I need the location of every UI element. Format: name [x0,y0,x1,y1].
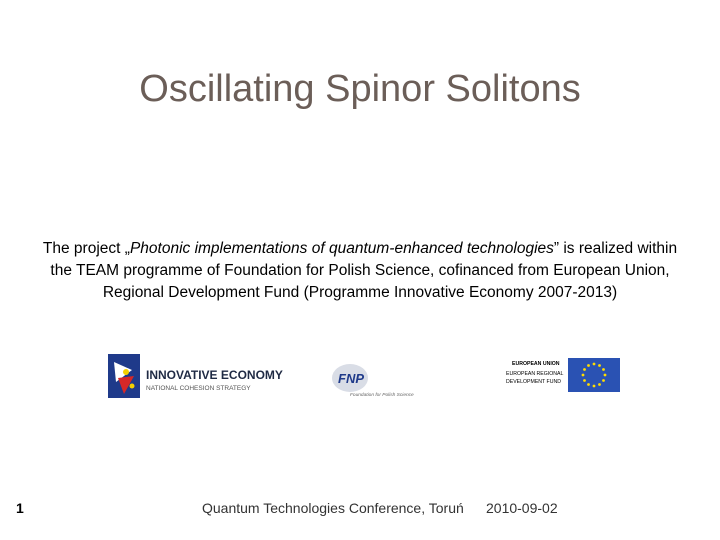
ie-logo-name: INNOVATIVE ECONOMY [146,368,283,382]
footer-date: 2010-09-02 [486,500,558,516]
description-rest: ” is realized within the TEAM programme of Foundation for Polish Science, cofinanced from European Union, Regional Development Fund (Programme Innovative Economy 2007-2013) [50,240,678,301]
project-name: Photonic implementations of quantum-enhanced technologies [129,240,554,257]
ie-logo-subtitle: NATIONAL COHESION STRATEGY [146,385,251,392]
project-description [40,238,680,304]
eu-regional-fund-logo [504,356,624,396]
eu-logo-line3: DEVELOPMENT FUND [506,379,561,385]
description-prefix: The project „ [42,240,130,257]
fnp-logo [330,358,430,400]
sponsor-logos [0,352,720,402]
slide-title: Oscillating Spinor Solitons [139,68,581,110]
fnp-logo-subtitle: Foundation for Polish Science [350,393,414,398]
eu-logo-line2: EUROPEAN REGIONAL [506,371,564,377]
page-number: 1 [16,500,24,516]
fnp-logo-name: FNP [338,371,364,386]
eu-logo-line1: EUROPEAN UNION [512,361,560,367]
footer-conference: Quantum Technologies Conference, Toruń [202,500,464,516]
innovative-economy-logo [104,352,284,400]
